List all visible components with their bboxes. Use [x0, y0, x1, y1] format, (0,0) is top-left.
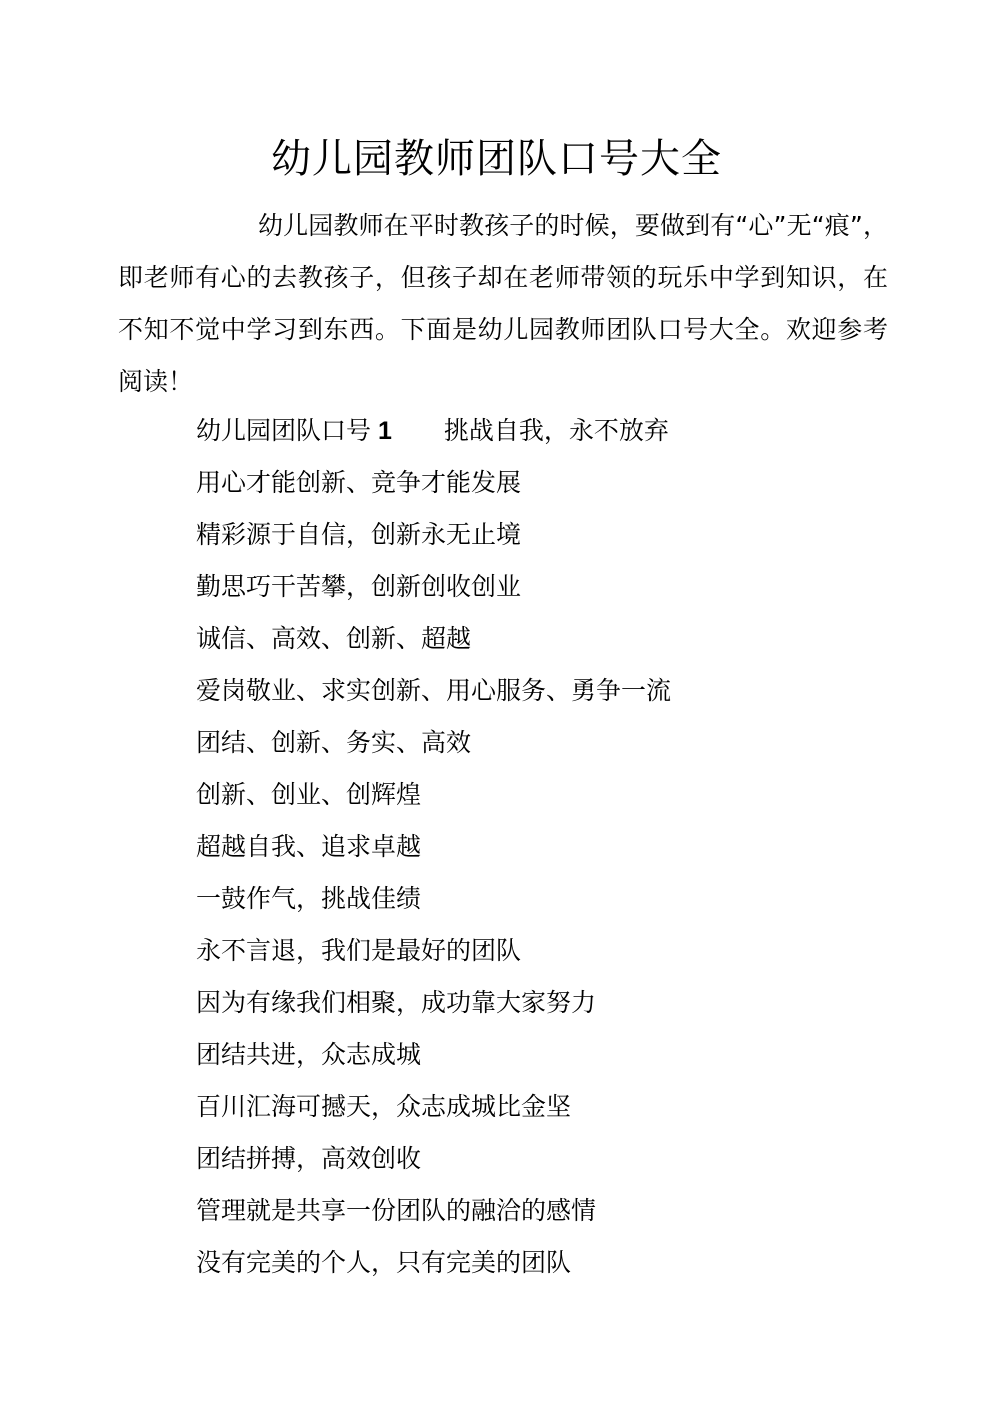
slogan-item: 永不言退，我们是最好的团队 — [196, 936, 522, 965]
section-heading-label: 幼儿园团队口号 — [196, 416, 372, 445]
slogan-item: 精彩源于自信，创新永无止境 — [196, 520, 522, 549]
document-title: 幼儿园教师团队口号大全 — [271, 136, 722, 182]
section-heading-number: 1 — [377, 417, 392, 445]
slogan-item: 创新、创业、创辉煌 — [196, 780, 422, 809]
slogan-item: 团结、创新、务实、高效 — [196, 728, 472, 757]
slogan-item: 超越自我、追求卓越 — [196, 832, 422, 861]
slogan-item: 因为有缘我们相聚，成功靠大家努力 — [196, 988, 597, 1017]
slogan-item: 勤思巧干苦攀，创新创收创业 — [196, 572, 522, 601]
slogan-item: 用心才能创新、竞争才能发展 — [196, 468, 522, 497]
slogan-item: 团结共进，众志成城 — [196, 1040, 422, 1069]
slogan-item: 诚信、高效、创新、超越 — [196, 624, 472, 653]
section-first-slogan: 挑战自我，永不放弃 — [443, 416, 669, 445]
intro-paragraph: 幼儿园教师在平时教孩子的时候，要做到有“心”无“痕”，即老师有心的去教孩子，但孩子却在老师带领的玩乐中学到知识，在不知不觉中学习到东西。下面是幼儿园教师团队口号大全。欢迎参考阅读！ — [118, 211, 888, 396]
slogan-item: 团结拼搏，高效创收 — [196, 1144, 422, 1173]
slogan-item: 管理就是共享一份团队的融洽的感情 — [196, 1196, 597, 1225]
section-heading — [196, 405, 896, 457]
slogan-item: 爱岗敬业、求实创新、用心服务、勇争一流 — [196, 676, 672, 705]
slogan-item: 没有完美的个人，只有完美的团队 — [196, 1248, 572, 1277]
slogan-list — [196, 405, 896, 1289]
slogan-item: 一鼓作气，挑战佳绩 — [196, 884, 422, 913]
slogan-item: 百川汇海可撼天，众志成城比金坚 — [196, 1092, 572, 1121]
